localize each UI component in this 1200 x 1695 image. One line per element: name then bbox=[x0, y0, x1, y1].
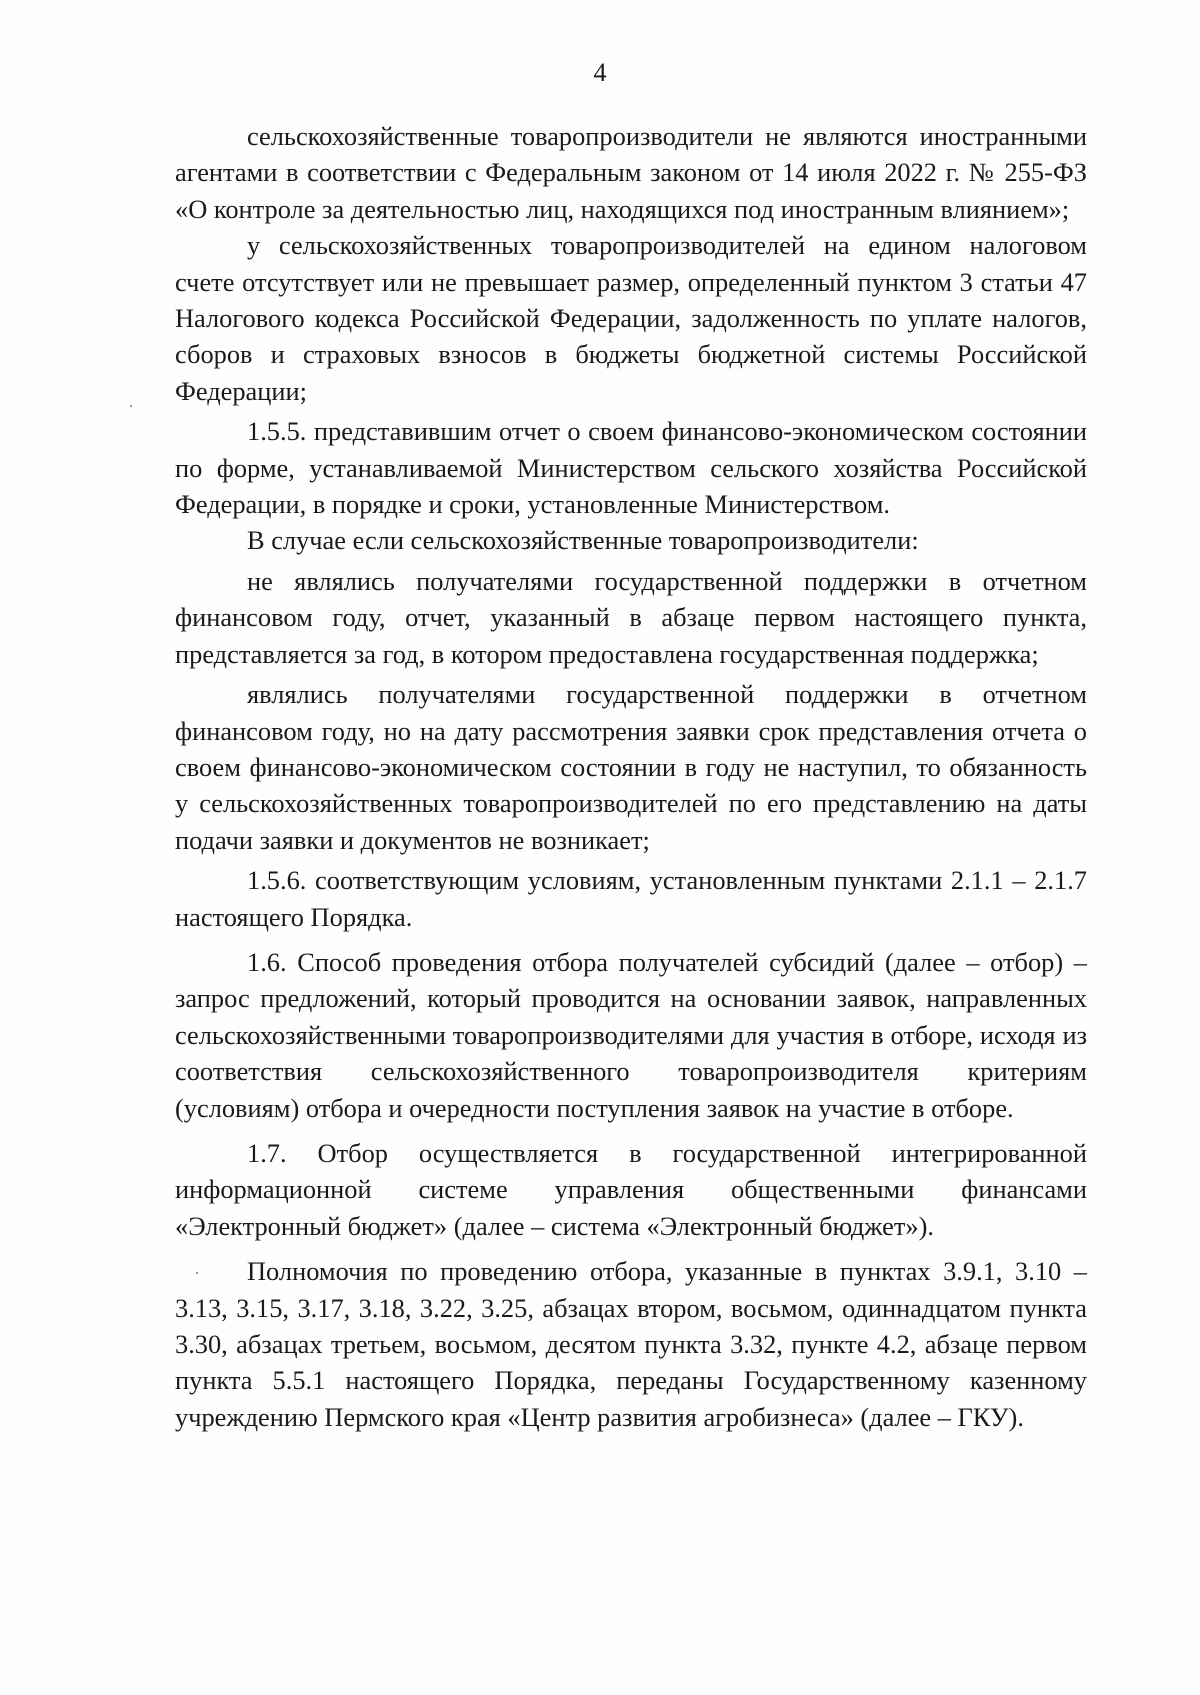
paragraph-1-5-6: 1.5.6. соответствующим условиям, установленным пунктами 2.1.1 – 2.1.7 настоящего Порядка. bbox=[175, 865, 1087, 932]
scan-speck bbox=[196, 1272, 198, 1274]
paragraph-case-intro: В случае если сельскохозяйственные товаропроизводители: bbox=[247, 525, 919, 556]
scan-speck bbox=[130, 405, 132, 407]
paragraph-1-5-5: 1.5.5. представившим отчет о своем финансово-экономическом состоянии по форме, устанавливаемой Министерством сельского хозяйства Российской Федерации, в порядке и сроки, установленные Министерством. bbox=[175, 416, 1087, 520]
paragraph-1-6: 1.6. Способ проведения отбора получателей субсидий (далее – отбор) – запрос предложений, который проводится на основании заявок, направленных сельскохозяйственными товаропроизводителями для участия в отборе, исходя из соответствия сельскохозяйственного товаропроизводителя критериям (условиям) отбора и очередности поступления заявок на участие в отборе. bbox=[175, 946, 1087, 1123]
paragraph-foreign-agents: сельскохозяйственные товаропроизводители не являются иностранными агентами в соответствии с Федеральным законом от 14 июля 2022 г. № 255-ФЗ «О контроле за деятельностью лиц, находящихся под иностранным влиянием»; bbox=[175, 121, 1087, 224]
paragraph-authority-transfer: Полномочия по проведению отбора, указанные в пунктах 3.9.1, 3.10 – 3.13, 3.15, 3.17, 3.18, 3.22, 3.25, абзацах втором, восьмом, одиннадцатом пункта 3.30, абзацах третьем, восьмом, десятом пункта 3.32, пункте 4.2, абзаце первом пункта 5.5.1 настоящего Порядка, переданы Государственному казенному учреждению Пермского края «Центр развития агробизнеса» (далее – ГКУ). bbox=[175, 1256, 1087, 1432]
paragraph-were-recipients: являлись получателями государственной поддержки в отчетном финансовом году, но на дату рассмотрения заявки срок представления отчета о своем финансово-экономическом состоянии в году не наступил, то обязанность у сельскохозяйственных товаропроизводителей по его представлению на даты подачи заявки и документов не возникает; bbox=[175, 679, 1087, 855]
page-number: 4 bbox=[593, 58, 607, 87]
paragraph-1-7: 1.7. Отбор осуществляется в государственной интегрированной информационной системе управления общественными финансами «Электронный бюджет» (далее – система «Электронный бюджет»). bbox=[175, 1137, 1087, 1241]
document-body bbox=[175, 118, 1087, 1435]
paragraph-not-recipients: не являлись получателями государственной поддержки в отчетном финансовом году, отчет, указанный в абзаце первом настоящего пункта, представляется за год, в котором предоставлена государственная поддержка; bbox=[175, 565, 1087, 669]
paragraph-tax-debt: у сельскохозяйственных товаропроизводителей на едином налоговом счете отсутствует или не превышает размер, определенный пунктом 3 статьи 47 Налогового кодекса Российской Федерации, задолженность по уплате налогов, сборов и страховых взносов в бюджеты бюджетной системы Российской Федерации; bbox=[175, 230, 1087, 406]
